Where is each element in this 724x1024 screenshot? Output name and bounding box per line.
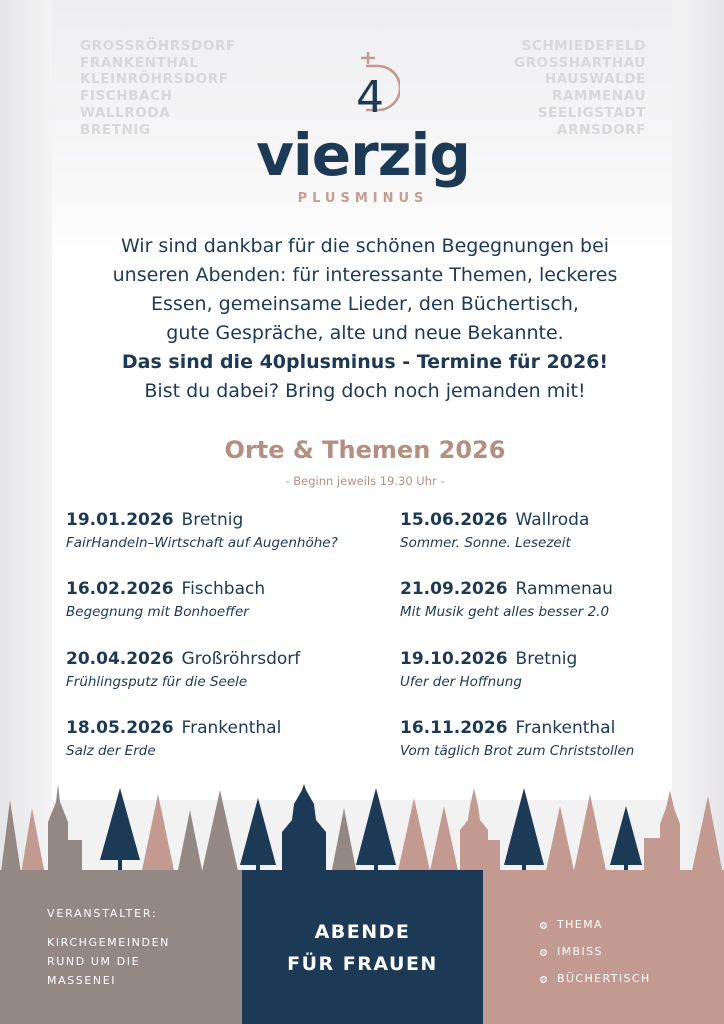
intro-text: [60, 232, 670, 406]
place-name: GROSSHARTHAU: [513, 54, 646, 71]
event-theme: FairHandeln–Wirtschaft auf Augenhöhe?: [66, 535, 338, 551]
intro-highlight: Das sind die 40plusminus - Termine für 2026!: [121, 351, 609, 373]
feature-item: [540, 918, 603, 931]
village-skyline: [0, 780, 724, 880]
feature-label: IMBISS: [557, 945, 603, 958]
bullet-icon: [540, 922, 547, 929]
event-date: 18.05.2026: [66, 718, 174, 738]
tree-icon: [140, 794, 176, 880]
event-theme: Sommer. Sonne. Lesezeit: [400, 535, 571, 551]
event-item: [400, 648, 720, 693]
place-name: WALLRODA: [80, 104, 171, 121]
feature-item: [540, 972, 651, 985]
tree-icon: [356, 788, 396, 865]
organizer-line: MASSENEI: [47, 974, 117, 987]
event-date: 19.10.2026: [400, 649, 508, 669]
tree-icon: [544, 806, 576, 880]
organizer-label: VERANSTALTER:: [47, 907, 158, 920]
intro-closing: Bist du dabei? Bring doch noch jemanden mit!: [144, 380, 586, 402]
event-theme: Vom täglich Brot zum Christstollen: [400, 743, 635, 759]
event-theme: Begegnung mit Bonhoeffer: [66, 604, 249, 620]
event-place: Fischbach: [181, 579, 266, 599]
event-date: 21.09.2026: [400, 579, 508, 599]
footer-organizer: [0, 870, 242, 1024]
event-date: 15.06.2026: [400, 510, 508, 530]
event-theme: Mit Musik geht alles besser 2.0: [400, 604, 610, 620]
event-item: [400, 578, 720, 623]
tree-icon: [240, 798, 276, 865]
place-name: SEELIGSTADT: [537, 104, 646, 121]
feature-item: [540, 945, 603, 958]
tree-icon: [504, 788, 544, 865]
church-icon: [460, 788, 500, 880]
footer-features: [483, 870, 724, 1024]
tree-icon: [200, 790, 240, 880]
intro-line: Essen, gemeinsame Lieder, den Büchertisch,: [151, 293, 579, 315]
church-icon: [282, 784, 326, 880]
event-date: 16.02.2026: [66, 579, 174, 599]
intro-line: gute Gespräche, alte und neue Bekannte.: [166, 322, 564, 344]
event-item: [400, 717, 720, 762]
bullet-icon: [540, 949, 547, 956]
places-list-left: [80, 38, 236, 138]
tree-icon: [610, 806, 642, 865]
place-name: BRETNIG: [80, 121, 151, 138]
church-icon: [644, 790, 680, 880]
bullet-icon: [540, 976, 547, 983]
event-place: Großröhrsdorf: [181, 649, 301, 669]
event-item: [66, 509, 386, 554]
intro-line: Wir sind dankbar für die schönen Begegnungen bei: [120, 235, 610, 257]
logo-wordmark: vierzig: [256, 121, 470, 189]
tree-icon: [0, 800, 22, 880]
event-item: [66, 578, 386, 623]
event-place: Frankenthal: [181, 718, 282, 738]
footer-title: [242, 916, 483, 980]
logo-mark: [336, 50, 400, 130]
footer-title-line: ABENDE: [314, 921, 411, 943]
logo-digit: 4: [356, 72, 384, 123]
place-name: KLEINRÖHRSDORF: [80, 71, 229, 88]
intro-line: unseren Abenden: für interessante Themen, leckeres: [112, 264, 618, 286]
place-name: ARNSDORF: [557, 121, 646, 138]
feature-label: THEMA: [557, 918, 603, 931]
event-date: 16.11.2026: [400, 718, 508, 738]
organizer-name: [47, 933, 227, 990]
places-list-right: [514, 38, 646, 138]
tree-icon: [572, 794, 608, 880]
tree-icon: [396, 798, 432, 880]
place-name: RAMMENAU: [551, 88, 646, 105]
event-place: Bretnig: [515, 649, 578, 669]
event-place: Wallroda: [515, 510, 590, 530]
event-date: 20.04.2026: [66, 649, 174, 669]
footer-bar: [0, 870, 724, 1024]
footer-title-block: [242, 870, 483, 1024]
event-place: Bretnig: [181, 510, 244, 530]
place-name: FISCHBACH: [80, 88, 173, 105]
tree-icon: [690, 796, 724, 880]
section-title: Orte & Themen 2026: [224, 436, 506, 464]
organizer-line: RUND UM DIE: [47, 955, 141, 968]
event-theme: Ufer der Hoffnung: [400, 674, 522, 690]
event-theme: Frühlingsputz für die Seele: [66, 674, 248, 690]
tree-icon: [100, 788, 140, 860]
place-name: FRANKENTHAL: [80, 54, 199, 71]
place-name: HAUSWALDE: [544, 71, 646, 88]
place-name: SCHMIEDEFELD: [521, 38, 646, 54]
footer-title-line: FÜR FRAUEN: [287, 953, 438, 975]
event-place: Frankenthal: [515, 718, 616, 738]
section-subtitle: - Beginn jeweils 19.30 Uhr -: [285, 474, 445, 488]
event-item: [66, 717, 386, 762]
place-name: GROSSRÖHRSDORF: [80, 38, 236, 54]
logo-subtitle: PLUSMINUS: [297, 191, 429, 206]
feature-label: BÜCHERTISCH: [557, 972, 651, 985]
event-item: [66, 648, 386, 693]
organizer-line: KIRCHGEMEINDEN: [47, 936, 170, 949]
event-place: Rammenau: [515, 579, 613, 599]
event-date: 19.01.2026: [66, 510, 174, 530]
event-theme: Salz der Erde: [66, 743, 156, 759]
tree-icon: [428, 806, 460, 880]
event-item: [400, 509, 720, 554]
church-icon: [48, 784, 82, 880]
